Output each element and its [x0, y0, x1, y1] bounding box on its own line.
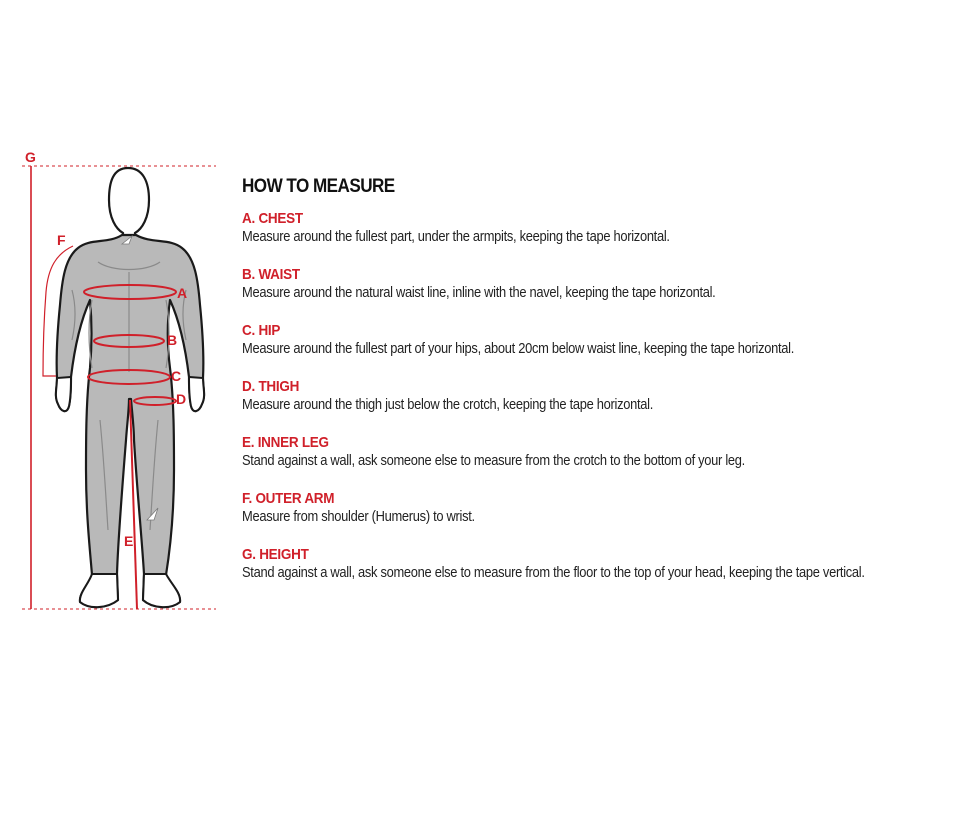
- label-f: F: [57, 232, 66, 248]
- section-text: Stand against a wall, ask someone else to measure from the floor to the top of your head, keeping the tape vertical.: [242, 564, 865, 581]
- section-inner-leg: [242, 434, 960, 490]
- label-g: G: [25, 149, 36, 165]
- section-thigh: [242, 378, 960, 434]
- section-heading: B. WAIST: [242, 266, 300, 283]
- measurement-guide: [242, 176, 960, 602]
- section-heading: F. OUTER ARM: [242, 490, 335, 507]
- guide-title: HOW TO MEASURE: [242, 176, 395, 197]
- label-b: B: [167, 332, 178, 348]
- section-text: Measure around the natural waist line, inline with the navel, keeping the tape horizontal.: [242, 284, 716, 301]
- section-heading: D. THIGH: [242, 378, 300, 395]
- right-hand-shape: [189, 377, 204, 411]
- section-waist: [242, 266, 960, 322]
- section-heading: A. CHEST: [242, 210, 303, 227]
- section-chest: [242, 210, 960, 266]
- head-shape: [109, 168, 149, 241]
- section-heading: E. INNER LEG: [242, 434, 329, 451]
- label-a: A: [177, 285, 188, 301]
- section-text: Measure around the thigh just below the crotch, keeping the tape horizontal.: [242, 396, 653, 413]
- section-hip: [242, 322, 960, 378]
- section-height: [242, 546, 960, 602]
- label-d: D: [176, 391, 187, 407]
- section-text: Measure around the fullest part of your hips, about 20cm below waist line, keeping the tape horizontal.: [242, 340, 794, 357]
- left-hand-shape: [56, 377, 71, 411]
- section-text: Stand against a wall, ask someone else to measure from the crotch to the bottom of your leg.: [242, 452, 745, 469]
- section-text: Measure around the fullest part, under the armpits, keeping the tape horizontal.: [242, 228, 670, 245]
- label-c: C: [171, 368, 182, 384]
- section-heading: G. HEIGHT: [242, 546, 309, 563]
- body-measurement-figure: [0, 0, 240, 823]
- label-e: E: [124, 533, 134, 549]
- left-foot-shape: [80, 574, 118, 607]
- section-text: Measure from shoulder (Humerus) to wrist.: [242, 508, 475, 525]
- section-heading: C. HIP: [242, 322, 281, 339]
- section-outer-arm: [242, 490, 960, 546]
- right-foot-shape: [143, 574, 180, 607]
